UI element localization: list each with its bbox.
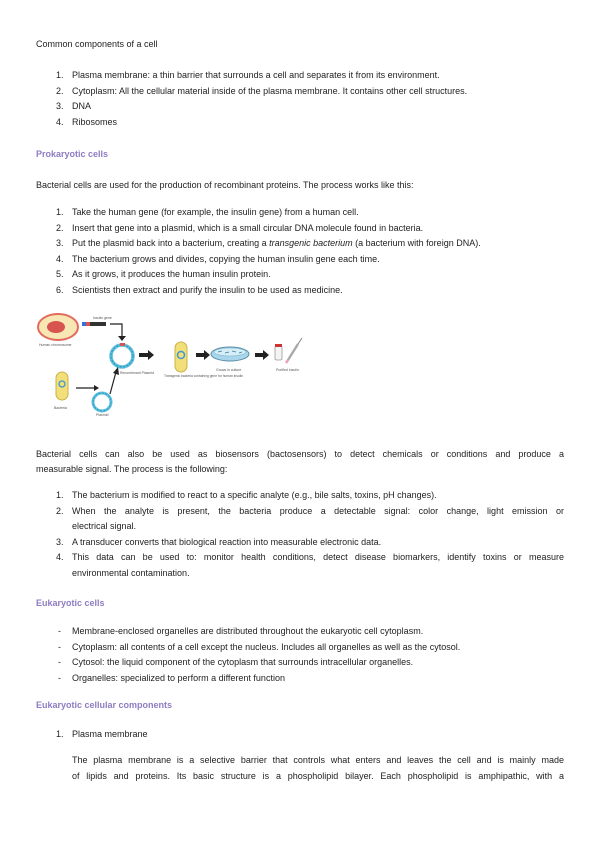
list-item: 1. Plasma membrane	[56, 729, 148, 739]
list-item: 1. Take the human gene (for example, the insulin gene) from a human cell.	[56, 207, 359, 217]
list-item: 4. This data can be used to: monitor health conditions, detect disease biomarkers, identify toxins or measure environmental contamination.	[56, 552, 564, 578]
syringe-icon	[286, 338, 302, 363]
label-purified-insulin: Purified insulin	[276, 368, 299, 372]
label-grows-in-culture: Grows in culture	[216, 368, 242, 372]
arrow-icon	[255, 350, 269, 360]
list-item: 2. Insert that gene into a plasmid, which is a small circular DNA molecule found in bacteria.	[56, 222, 424, 233]
section-title: Common components of a cell	[36, 39, 158, 49]
prokaryotic-intro: Bacterial cells are used for the production of recombinant proteins. The process works like this:	[36, 180, 414, 190]
insulin-vial-icon	[275, 344, 282, 360]
arrow-head-icon	[113, 367, 119, 375]
list-item: 6. Scientists then extract and purify the insulin to be used as medicine.	[56, 284, 343, 295]
list-item: 4. Ribosomes	[56, 116, 118, 127]
list-item: 2. Cytoplasm: All the cellular material inside of the plasma membrane. It contains other cell structures.	[56, 85, 468, 96]
list-item: 1. The bacterium is modified to react to a specific analyte (e.g., bile salts, toxins, pH changes).	[56, 490, 437, 500]
label-insulin-gene: Insulin gene	[93, 316, 112, 320]
plasmid-icon	[93, 393, 111, 411]
heading-eukaryotic-components: Eukaryotic cellular components	[36, 700, 173, 710]
label-recombinant-plasmid: Recombinant Plasmid	[120, 371, 155, 375]
heading-prokaryotic: Prokaryotic cells	[36, 149, 109, 159]
label-plasmid: Plasmid	[96, 413, 109, 417]
arrow-icon	[139, 350, 154, 360]
list-item: 2. When the analyte is present, the bacteria produce a detectable signal: color change, light emission or electrical signal.	[56, 505, 564, 531]
list-item: - Organelles: specialized to perform a different function	[58, 672, 285, 683]
list-item: - Cytosol: the liquid component of the cytoplasm that surrounds intracellular organelles.	[58, 657, 414, 667]
transgenic-bacterium-icon	[175, 342, 187, 372]
components-list	[36, 727, 564, 743]
human-cell-icon	[38, 314, 78, 340]
heading-eukaryotic: Eukaryotic cells	[36, 598, 105, 608]
list-item: - Membrane-enclosed organelles are distributed throughout the eukaryotic cell cytoplasm.	[58, 626, 424, 636]
list-item: 3. A transducer converts that biological reaction into measurable electronic data.	[56, 536, 382, 547]
list-item: 5. As it grows, it produces the human insulin protein.	[56, 269, 271, 279]
list-item: 3. DNA	[56, 101, 92, 111]
biosensor-intro-line-1: Bacterial cells can also be used as biosensors (bactosensors) to detect chemicals or conditions and produce a	[36, 449, 564, 459]
plasma-membrane-paragraph-line-1: The plasma membrane is a selective barrier that controls what enters and leaves the cell and is mainly made	[72, 755, 564, 765]
list-item: 4. The bacterium grows and divides, copying the human insulin gene each time.	[56, 253, 380, 264]
eukaryotic-bullets	[36, 624, 564, 686]
arrow-icon	[196, 350, 210, 360]
biosensor-steps-list	[36, 488, 564, 581]
biosensor-intro-line-2: measurable signal. The process is the following:	[36, 464, 228, 474]
plasma-membrane-paragraph-line-2: of lipids and proteins. Its basic structure is a phospholipid bilayer. Each phospholipid is amphipathic, with a	[72, 771, 564, 781]
recombinant-plasmid-icon	[111, 343, 133, 367]
label-human-chromosome: Human chromosome	[39, 343, 72, 347]
bacterium-icon	[56, 372, 68, 400]
list-item: 3. Put the plasmid back into a bacterium, creating a transgenic bacterium (a bacterium with foreign DNA).	[56, 238, 481, 248]
recombinant-steps-list	[36, 205, 564, 298]
list-item: 1. Plasma membrane: a thin barrier that surrounds a cell and separates it from its environment.	[56, 70, 440, 80]
list-item: - Cytoplasm: all contents of a cell except the nucleus. Includes all organelles as well as the cytosol.	[58, 641, 461, 652]
arrow-icon	[110, 324, 122, 338]
arrow-head-icon	[94, 385, 99, 391]
insulin-gene-icon	[82, 322, 106, 326]
components-list	[36, 68, 564, 130]
arrow-icon	[110, 372, 116, 394]
recombinant-insulin-figure	[36, 310, 316, 418]
culture-dish-icon	[211, 347, 249, 361]
label-transgenic-bacteria: Transgenic bacteria containing gene for human insulin	[164, 374, 244, 378]
label-bacteria: Bacteria	[54, 406, 67, 410]
arrow-head-icon	[118, 336, 126, 341]
